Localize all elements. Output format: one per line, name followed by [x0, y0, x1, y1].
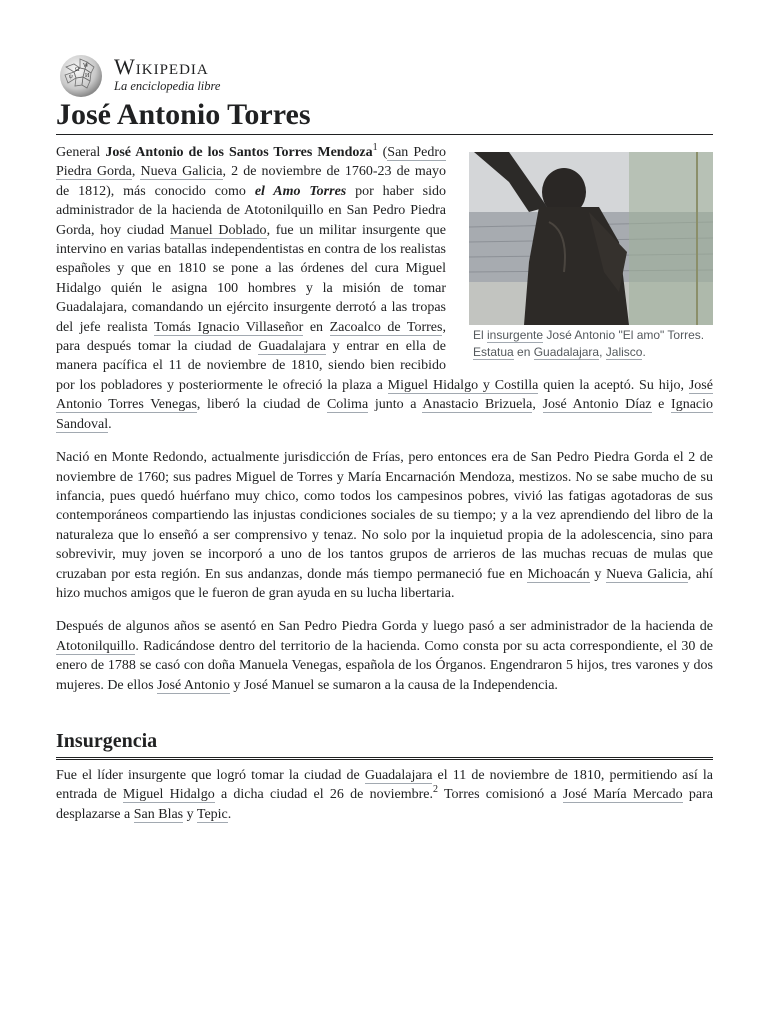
link-guadalajara[interactable]: Guadalajara: [258, 339, 326, 355]
svg-text:ψ: ψ: [69, 74, 73, 80]
link-tepic[interactable]: Tepic: [196, 806, 228, 822]
text: (: [377, 145, 388, 160]
text: . Radicándose dentro del territorio de la hacienda. Como consta por su acta correspondiente, el 30 de enero de 1788 se casó con doña Manuela Venegas, española de los Órganos. Engendraron 5 hijos, tres varones y dos mujeres. De ellos: [56, 638, 713, 693]
link-jose-antonio[interactable]: José Antonio: [157, 677, 230, 693]
wikipedia-globe-icon[interactable]: [56, 53, 106, 99]
reference-2[interactable]: 2: [432, 784, 438, 796]
link-michoacan[interactable]: Michoacán: [527, 566, 590, 582]
text: .: [108, 416, 112, 432]
text: , para después tomar la ciudad de: [56, 319, 446, 355]
figure-caption: [469, 325, 713, 361]
text: y José Manuel se sumaron a la causa de la Independencia.: [229, 677, 558, 693]
link-anastacio-brizuela[interactable]: Anastacio Brizuela: [422, 397, 533, 413]
svg-text:И: И: [85, 73, 90, 79]
link-manuel-doblado[interactable]: Manuel Doblado: [169, 222, 267, 238]
link-nueva-galicia[interactable]: Nueva Galicia: [140, 164, 223, 180]
section-heading-insurgencia: Insurgencia: [56, 729, 713, 760]
text: Nació en Monte Redondo, actualmente jurisdicción de Frías, pero entonces era de San Pedro Piedra Gorda el 2 de noviembre de 1760; sus padres Miguel de Torres y María Encarnación Mendoza, mestizos. No se sabe mucho de su infancia, pues quedó huérfano muy chico, como todos los campesinos pobres, vivió las fatigas agotadoras de sus contemporáneos compartiendo las injustas condiciones sociales de su tiempo; y a la vez aprendiendo del libro de la naturaleza que lo enseñó a ser comprensivo y tenaz. No solo por la inquietud propia de la adolescencia, sino para sobrevivir, muy joven se incorporó a uno de los tantos grupos de arrieros de las muchas recuas de mulas que cruzaban por esta región. En sus andanzas, donde más tiempo permaneció fue en: [56, 450, 713, 582]
text: Fue el líder insurgente que logró tomar la ciudad de: [56, 767, 365, 783]
text: por haber sido administrador de la hacienda de Atotonilquillo en San Pedro Piedra Gorda, hoy ciudad: [56, 183, 446, 238]
text: .: [227, 806, 232, 822]
link-zacoalco-de-torres[interactable]: Zacoalco de Torres: [329, 319, 443, 335]
caption-link-guadalajara[interactable]: Guadalajara: [533, 345, 600, 359]
bold-name: José Antonio de los Santos Torres Mendoza: [105, 145, 373, 160]
text: , ahí hizo muchos amigos que le fueron de gran ayuda en su lucha libertaria.: [56, 566, 714, 601]
link-jose-antonio-diaz[interactable]: José Antonio Díaz: [542, 397, 652, 413]
text: , liberó la ciudad de: [196, 397, 327, 413]
article-body: [56, 143, 713, 838]
text: y: [183, 806, 197, 822]
link-jose-antonio-torres-venegas[interactable]: José Antonio Torres Venegas: [56, 377, 713, 413]
text: a dicha ciudad el 26 de noviembre.: [214, 787, 433, 803]
insurgency-paragraph: [56, 766, 713, 824]
svg-text:Ω: Ω: [75, 67, 80, 73]
statue-photo[interactable]: [469, 152, 713, 325]
caption-text: José Antonio "El amo" Torres.: [543, 328, 705, 342]
caption-link-estatua[interactable]: Estatua: [473, 345, 514, 359]
link-miguel-hidalgo[interactable]: Miguel Hidalgo: [122, 787, 215, 803]
link-nueva-galicia-2[interactable]: Nueva Galicia: [606, 566, 688, 582]
link-guadalajara-2[interactable]: Guadalajara: [364, 767, 433, 783]
text: , fue un militar insurgente que intervino en varias batallas independentistas en contra de los realistas españoles y que en 1810 se pone a las órdenes del cura Miguel Hidalgo quién le asigna 100 hombres y la misión de tomar Guadalajara, comandando un ejército insurgente derrotó a las tropas del jefe realista: [56, 222, 446, 335]
text: Después de algunos años se asentó en San Pedro Piedra Gorda y luego pasó a ser administrador de la hacienda de: [56, 619, 713, 635]
svg-text:W: W: [83, 63, 89, 69]
caption-link-jalisco[interactable]: Jalisco: [605, 345, 643, 359]
site-header: [56, 0, 713, 100]
link-san-pedro-piedra-gorda[interactable]: San Pedro Piedra Gorda: [56, 145, 446, 180]
early-life-paragraph: [56, 448, 713, 603]
family-paragraph: [56, 617, 713, 695]
text: ,: [131, 164, 141, 180]
link-tomas-ignacio-villasenor[interactable]: Tomás Ignacio Villaseñor: [153, 319, 304, 335]
caption-text: .: [642, 345, 646, 359]
text: ,: [532, 397, 543, 413]
link-ignacio-sandoval[interactable]: Ignacio Sandoval: [56, 397, 714, 432]
bold-italic-alias: el Amo Torres: [254, 183, 347, 199]
caption-text: en: [513, 345, 534, 359]
link-san-blas[interactable]: San Blas: [133, 806, 184, 822]
page: [56, 0, 714, 822]
caption-link-insurgente[interactable]: insurgente: [487, 328, 544, 342]
link-jose-maria-mercado[interactable]: José María Mercado: [562, 787, 683, 803]
text: junto a: [368, 397, 423, 413]
link-miguel-hidalgo-y-costilla[interactable]: Miguel Hidalgo y Costilla: [387, 377, 539, 393]
text: y: [589, 566, 607, 582]
text: General: [56, 145, 106, 160]
page-title: José Antonio Torres: [56, 98, 713, 135]
wikipedia-wordmark[interactable]: Wikipedia: [114, 54, 209, 79]
link-atotonilquillo[interactable]: Atotonilquillo: [56, 638, 136, 654]
text: en: [303, 319, 330, 335]
text: y entrar en ella de manera pacífica el 11 de noviembre de 1810, siendo bien recibido por los pobladores y posteriormente le ofreció la plaza a: [56, 339, 446, 393]
reference-1[interactable]: 1: [372, 142, 378, 153]
wikipedia-tagline: La enciclopedia libre: [114, 79, 221, 93]
caption-text: El: [473, 328, 488, 342]
text: , 2 de noviembre de 1760-23 de mayo de 1812), más conocido como: [56, 164, 446, 199]
text: el 11 de noviembre de 1810, permitiendo así la entrada de: [56, 767, 713, 803]
text: para desplazarse a: [56, 787, 713, 822]
link-colima[interactable]: Colima: [326, 397, 369, 413]
text: Torres comisionó a: [437, 787, 563, 803]
caption-text: ,: [599, 345, 606, 359]
text: quien la aceptó. Su hijo,: [538, 377, 689, 393]
infobox-figure: [469, 152, 713, 361]
text: e: [651, 397, 672, 413]
